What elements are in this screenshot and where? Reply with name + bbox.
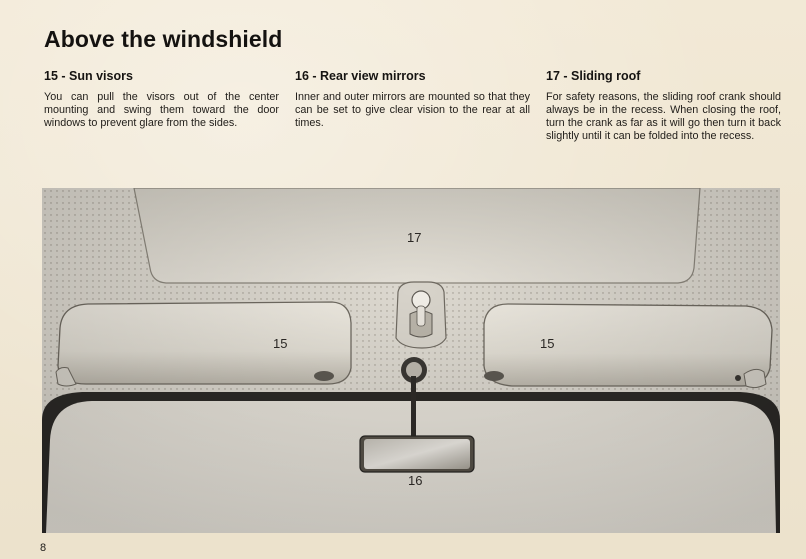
- callout-17: 17: [407, 230, 422, 245]
- section-heading: 16 - Rear view mirrors: [295, 69, 426, 83]
- page-title: Above the windshield: [44, 26, 283, 52]
- callout-15-left: 15: [273, 336, 288, 351]
- section-text: You can pull the visors out of the center mounting and swing them toward the door windows to prevent glare from the sides.: [44, 91, 279, 129]
- callout-16: 16: [408, 473, 423, 488]
- section-rear-view-mirrors: [295, 69, 530, 130]
- section-text: Inner and outer mirrors are mounted so that they can be set to give clear vision to the rear at all times.: [295, 91, 530, 129]
- callout-15-right: 15: [540, 336, 555, 351]
- section-sliding-roof: [546, 69, 781, 143]
- section-heading: 15 - Sun visors: [44, 69, 133, 83]
- section-sun-visors: [44, 69, 279, 130]
- windshield-photo: [42, 188, 780, 533]
- section-heading: 17 - Sliding roof: [546, 69, 641, 83]
- section-text: For safety reasons, the sliding roof crank should always be in the recess. When closing the roof, turn the crank as far as it will go then turn it back slightly until it can be folded into the recess.: [546, 91, 781, 142]
- page-number: 8: [40, 542, 47, 554]
